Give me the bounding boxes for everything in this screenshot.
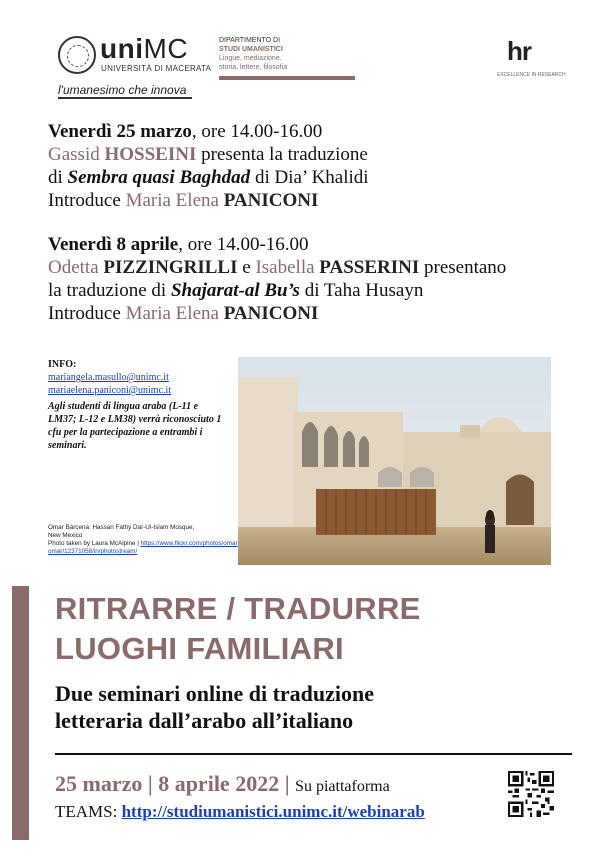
event2-book-line [48, 279, 423, 302]
subtitle-line2: letteraria dall’arabo all’italiano [55, 708, 354, 733]
title-line2: LUOGHI FAMILIARI [55, 631, 344, 666]
event1-intro-last: PANICONI [223, 190, 319, 211]
dept-line: Lingue, mediazione, [219, 55, 282, 62]
event2-author: di Taha Husayn [299, 280, 424, 301]
event2-date: Venerdì 8 aprile [48, 234, 179, 255]
info-box [48, 358, 228, 452]
event1-date-line [48, 120, 322, 143]
event2-book: Shajarat-al Bu’s [170, 280, 300, 301]
event1-intro-line [48, 189, 318, 212]
logo-subtitle: UNIVERSITÀ DI MACERATA [101, 64, 212, 73]
department-bar [219, 76, 355, 80]
hr-subtitle: EXCELLENCE IN RESEARCH [497, 72, 566, 78]
event1-di: di [48, 167, 68, 188]
main-title [55, 589, 421, 669]
event1-introduce: Introduce [48, 190, 126, 211]
event2-intro-line [48, 302, 318, 325]
dept-line: storia, lettere, filosofia [219, 64, 288, 71]
event2-p2-first: Isabella [255, 257, 320, 278]
teams-label: TEAMS: [55, 802, 122, 821]
footer-dates: 25 marzo | 8 aprile 2022 | [55, 771, 296, 796]
webinar-link[interactable]: http://studiumanistici.unimc.it/webinarab [121, 802, 425, 821]
event2-date-line [48, 233, 309, 256]
event1-presenter-line [48, 143, 368, 166]
event2-la-trad: la traduzione di [48, 280, 171, 301]
dept-line: STUDI UMANISTICI [219, 46, 283, 53]
event2-time: , ore 14.00-16.00 [178, 234, 309, 255]
dept-line: DIPARTIMENTO DI [219, 37, 281, 44]
qr-code-icon[interactable] [508, 771, 554, 817]
event2-p1-first: Odetta [48, 257, 104, 278]
teams-line [55, 802, 425, 822]
event2-introduce: Introduce [48, 303, 126, 324]
event2-presenter-line [48, 256, 506, 279]
event2-intro-first: Maria Elena [125, 303, 224, 324]
info-label: INFO: [48, 359, 77, 370]
event1-presents: presenta la traduzione [196, 144, 368, 165]
hr-excellence-logo: hr [507, 36, 531, 66]
logo-tagline: l'umanesimo che innova [58, 83, 187, 97]
event1-presenter-last: HOSSEINI [104, 144, 197, 165]
credit-line: New Mexico [48, 532, 83, 539]
event1-date: Venerdì 25 marzo [48, 121, 192, 142]
event2-and: e [237, 257, 256, 278]
event2-p2-last: PASSERINI [319, 257, 420, 278]
subtitle-line1: Due seminari online di traduzione [55, 681, 375, 706]
title-line1: RITRARRE / TRADURRE [55, 591, 421, 626]
department-block [219, 36, 287, 72]
credit-line: Photo taken by Laura McAlpine | [48, 540, 141, 547]
university-seal-icon [58, 36, 96, 74]
credit-line: Omar Bárcena: Hassan Fathy Dar-Ul-Islam Mosque, [48, 524, 195, 531]
event1-intro-first: Maria Elena [125, 190, 224, 211]
email-link-masullo[interactable]: mariangela.masullo@unimc.it [48, 372, 169, 383]
event2-presents: presentano [419, 257, 507, 278]
footer-platform: Su piattaforma [295, 778, 390, 795]
event1-time: , ore 14.00-16.00 [191, 121, 323, 142]
event2-intro-last: PANICONI [223, 303, 319, 324]
logo-underline [58, 97, 192, 99]
subtitle [55, 680, 374, 734]
flickr-link[interactable]: https://www.flickr.com/photos/omaromar/12371058/in/photostream/ [48, 540, 238, 555]
event1-book: Sembra quasi Baghdad [67, 167, 251, 188]
event1-presenter-first: Gassid [48, 144, 105, 165]
divider [55, 753, 572, 755]
event1-book-line [48, 166, 369, 189]
accent-bar [12, 586, 29, 840]
event1-author: di Dia’ Khalidi [250, 167, 369, 188]
email-link-paniconi[interactable]: mariaelena.paniconi@unimc.it [48, 385, 172, 396]
unimc-logo: uniMC [100, 33, 189, 64]
photo-credit [48, 524, 238, 556]
mosque-photo [238, 357, 551, 565]
dates-line [55, 771, 390, 797]
cfu-note: Agli studenti di lingua araba (L-11 e LM37; L-12 e LM38) verrà riconosciuto 1 cfu per la partecipazione a entrambi i seminari. [48, 401, 222, 451]
event2-p1-last: PIZZINGRILLI [103, 257, 238, 278]
